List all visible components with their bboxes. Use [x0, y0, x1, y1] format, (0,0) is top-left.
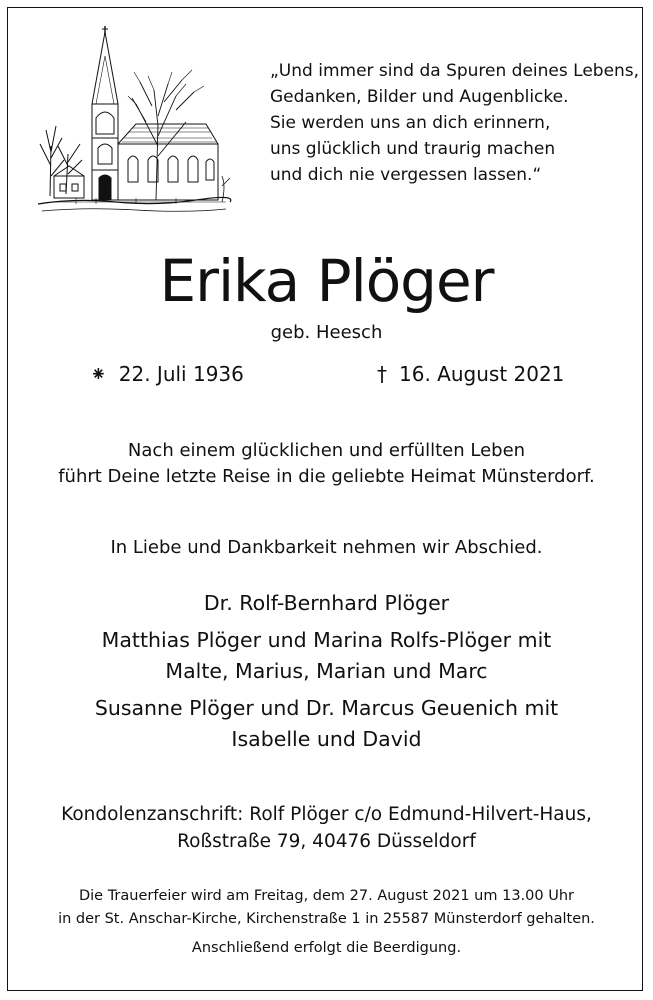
farewell-text: In Liebe und Dankbarkeit nehmen wir Abschied. [110, 537, 543, 558]
mourner-line: Malte, Marius, Marian und Marc [165, 659, 488, 683]
quote-block [270, 58, 640, 188]
birth-date-row [90, 362, 244, 386]
service-line: Anschließend erfolgt die Beerdigung. [191, 940, 462, 956]
service-info [0, 885, 653, 960]
quote-line: „Und immer sind da Spuren deines Lebens, [270, 61, 640, 81]
service-line: Die Trauerfeier wird am Freitag, dem 27. August 2021 um 13.00 Uhr [78, 888, 574, 904]
quote-line: Gedanken, Bilder und Augenblicke. [270, 87, 569, 107]
death-date: 16. August 2021 [399, 362, 565, 386]
church-illustration [36, 26, 232, 218]
quote-line: Sie werden uns an dich erinnern, [270, 113, 551, 133]
epitaph-line: Nach einem glücklichen und erfüllten Leben [127, 440, 526, 461]
service-line: in der St. Anschar-Kirche, Kirchenstraße 1 in 25587 Münsterdorf gehalten. [58, 911, 595, 927]
birth-star-icon: ⁕ [90, 362, 107, 386]
mourner-line: Susanne Plöger und Dr. Marcus Geuenich mit [94, 696, 559, 720]
maiden-name: geb. Heesch [270, 322, 383, 343]
quote-line: uns glücklich und traurig machen [270, 139, 556, 159]
deceased-name: Erika Plöger [159, 247, 494, 315]
mourner-line: Matthias Plöger und Marina Rolfs-Plöger mit [101, 628, 552, 652]
quote-line: und dich nie vergessen lassen.“ [270, 165, 542, 185]
condolence-line: Kondolenzanschrift: Rolf Plöger c/o Edmund-Hilvert-Haus, [61, 804, 592, 825]
mourner-line: Dr. Rolf-Bernhard Plöger [203, 591, 450, 615]
death-cross-icon: † [377, 362, 387, 386]
epitaph-line: führt Deine letzte Reise in die geliebte Heimat Münsterdorf. [58, 466, 595, 487]
birth-date: 22. Juli 1936 [118, 362, 244, 386]
condolence-address [0, 801, 653, 855]
condolence-line: Roßstraße 79, 40476 Düsseldorf [177, 831, 476, 852]
mourner-line: Isabelle und David [231, 727, 422, 751]
mourners-list [0, 588, 653, 755]
death-date-row [377, 362, 564, 386]
epitaph [0, 438, 653, 490]
